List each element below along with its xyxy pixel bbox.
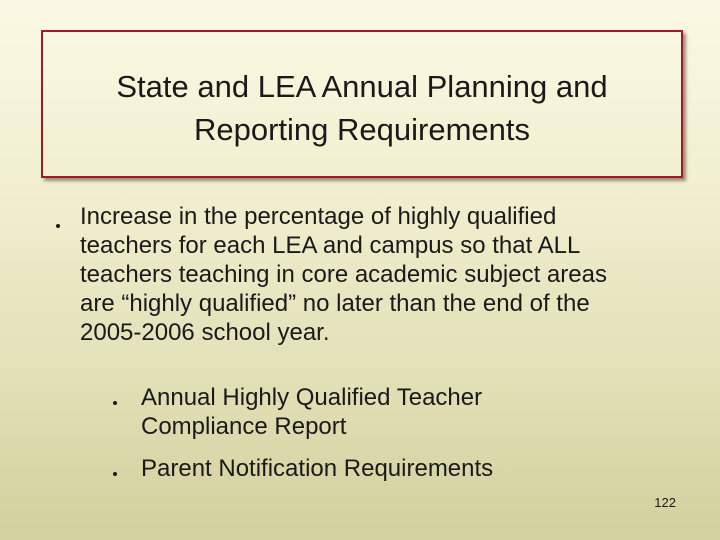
bullet-dot-icon — [113, 401, 117, 405]
slide-title — [116, 57, 607, 151]
main-bullet-item — [56, 202, 656, 347]
sub-bullet-list — [113, 383, 633, 496]
title-line-2: Reporting Requirements — [193, 112, 530, 147]
sub-bullet-item — [113, 454, 633, 483]
page-number: 122 — [654, 495, 676, 510]
sub-bullet-text: Parent Notification Requirements — [141, 455, 494, 482]
title-box — [41, 30, 683, 178]
sub-bullet-text: Annual Highly Qualified Teacher Compliance Report — [141, 384, 483, 440]
main-bullet-text: Increase in the percentage of highly qualified teachers for each LEA and campus so that ALL teachers teaching in core academic subject areas are “highly qualified” no later than the end of the 2005-2006 school year. — [80, 203, 607, 346]
bullet-dot-icon — [56, 224, 60, 228]
sub-bullet-item — [113, 383, 633, 441]
bullet-dot-icon — [113, 472, 117, 476]
title-line-1: State and LEA Annual Planning and — [116, 69, 608, 104]
